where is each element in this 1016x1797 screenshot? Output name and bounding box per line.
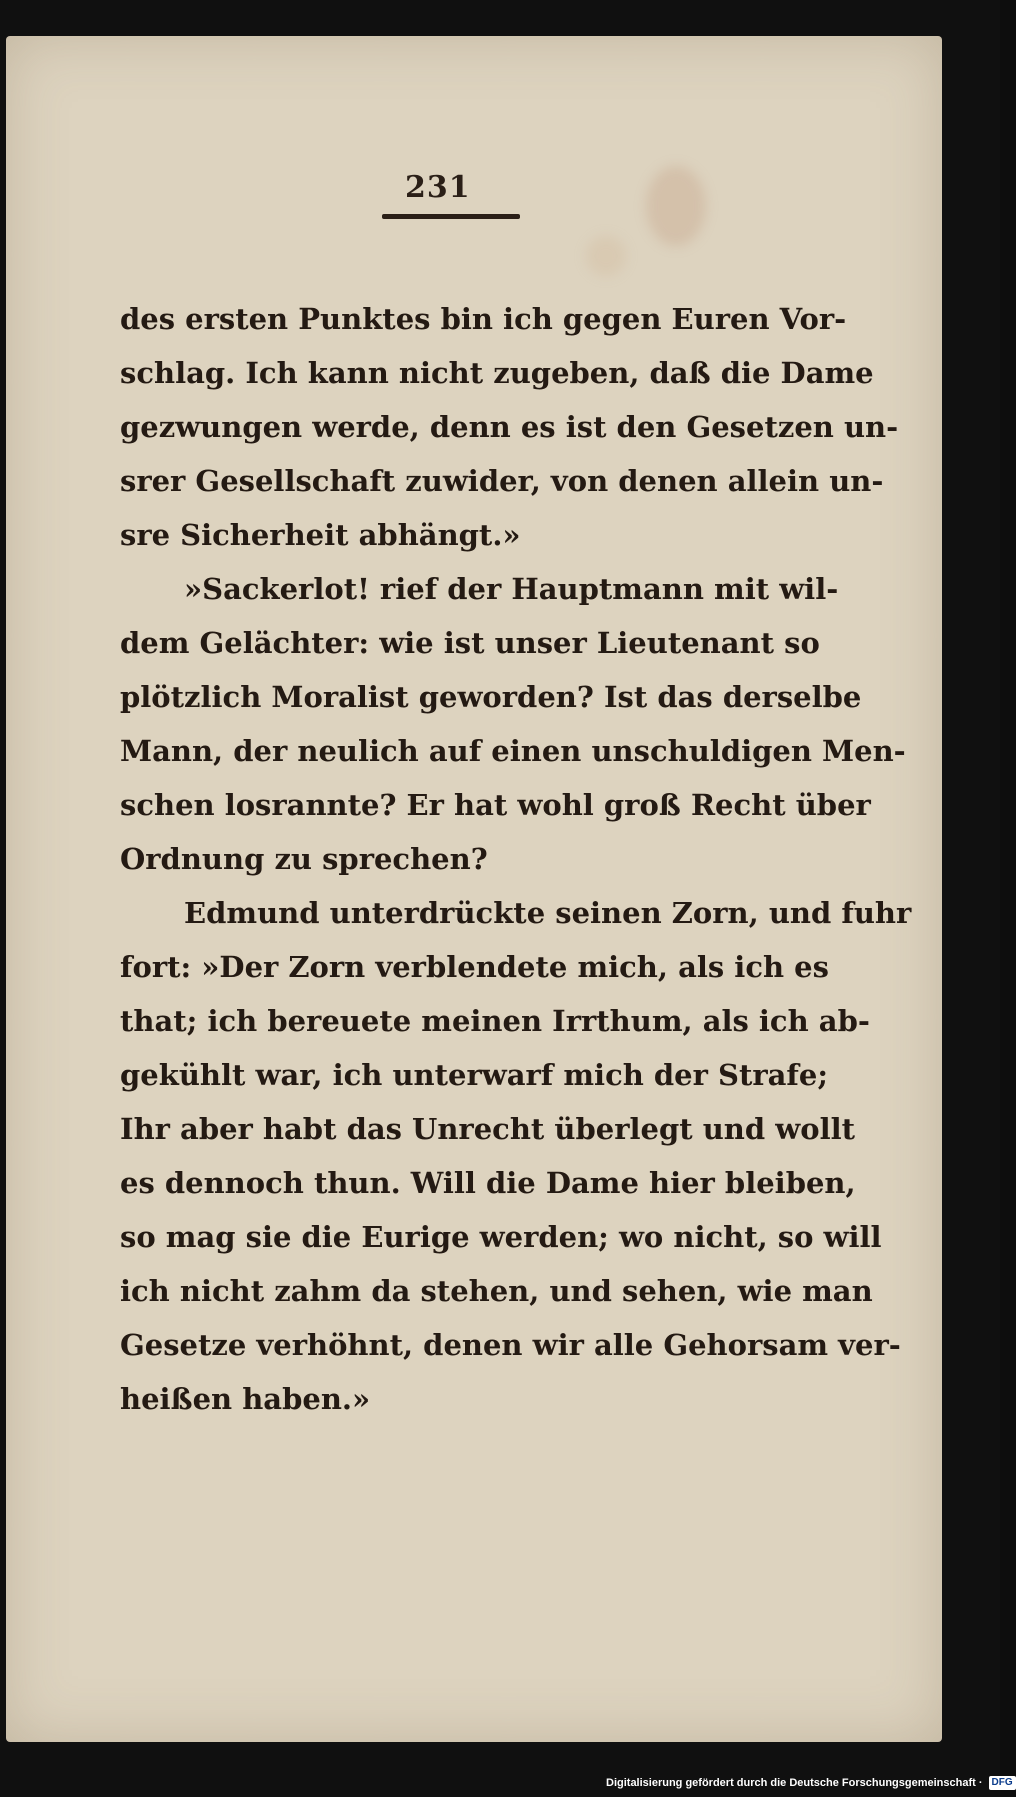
text-line: des ersten Punktes bin ich gegen Euren Vor- (120, 302, 847, 336)
text-line: ich nicht zahm da stehen, und sehen, wie man (120, 1274, 873, 1308)
text-line: Ihr aber habt das Unrecht überlegt und wollt (120, 1112, 855, 1146)
text-line: that; ich bereuete meinen Irrthum, als ich ab- (120, 1004, 870, 1038)
body-text (120, 292, 912, 1426)
text-line: Edmund unterdrückte seinen Zorn, und fuhr (184, 896, 912, 930)
page-number: 231 (405, 170, 471, 205)
footer-credit (606, 1776, 1016, 1790)
text-line: gezwungen werde, denn es ist den Gesetzen un- (120, 410, 899, 444)
text-line: schen losrannte? Er hat wohl groß Recht über (120, 788, 871, 822)
text-line: sre Sicherheit abhängt.» (120, 518, 521, 552)
text-line: »Sackerlot! rief der Hauptmann mit wil- (184, 572, 839, 606)
text-line: schlag. Ich kann nicht zugeben, daß die Dame (120, 356, 874, 390)
paper-stain (586, 236, 626, 276)
text-line: dem Gelächter: wie ist unser Lieutenant so (120, 626, 820, 660)
text-line: heißen haben.» (120, 1382, 371, 1416)
text-line: es dennoch thun. Will die Dame hier bleiben, (120, 1166, 856, 1200)
text-line: Gesetze verhöhnt, denen wir alle Gehorsam ver- (120, 1328, 901, 1362)
text-line: Mann, der neulich auf einen unschuldigen Men- (120, 734, 906, 768)
text-line: gekühlt war, ich unterwarf mich der Strafe; (120, 1058, 829, 1092)
text-line: plötzlich Moralist geworden? Ist das derselbe (120, 680, 862, 714)
header-rule (382, 214, 520, 219)
text-line: srer Gesellschaft zuwider, von denen allein un- (120, 464, 884, 498)
dfg-logo: DFG (989, 1776, 1016, 1790)
text-line: so mag sie die Eurige werden; wo nicht, so will (120, 1220, 882, 1254)
footer-credit-text: Digitalisierung gefördert durch die Deutsche Forschungsgemeinschaft · (606, 1777, 983, 1789)
text-line: Ordnung zu sprechen? (120, 842, 488, 876)
text-line: fort: »Der Zorn verblendete mich, als ich es (120, 950, 829, 984)
paper-stain (646, 166, 706, 246)
